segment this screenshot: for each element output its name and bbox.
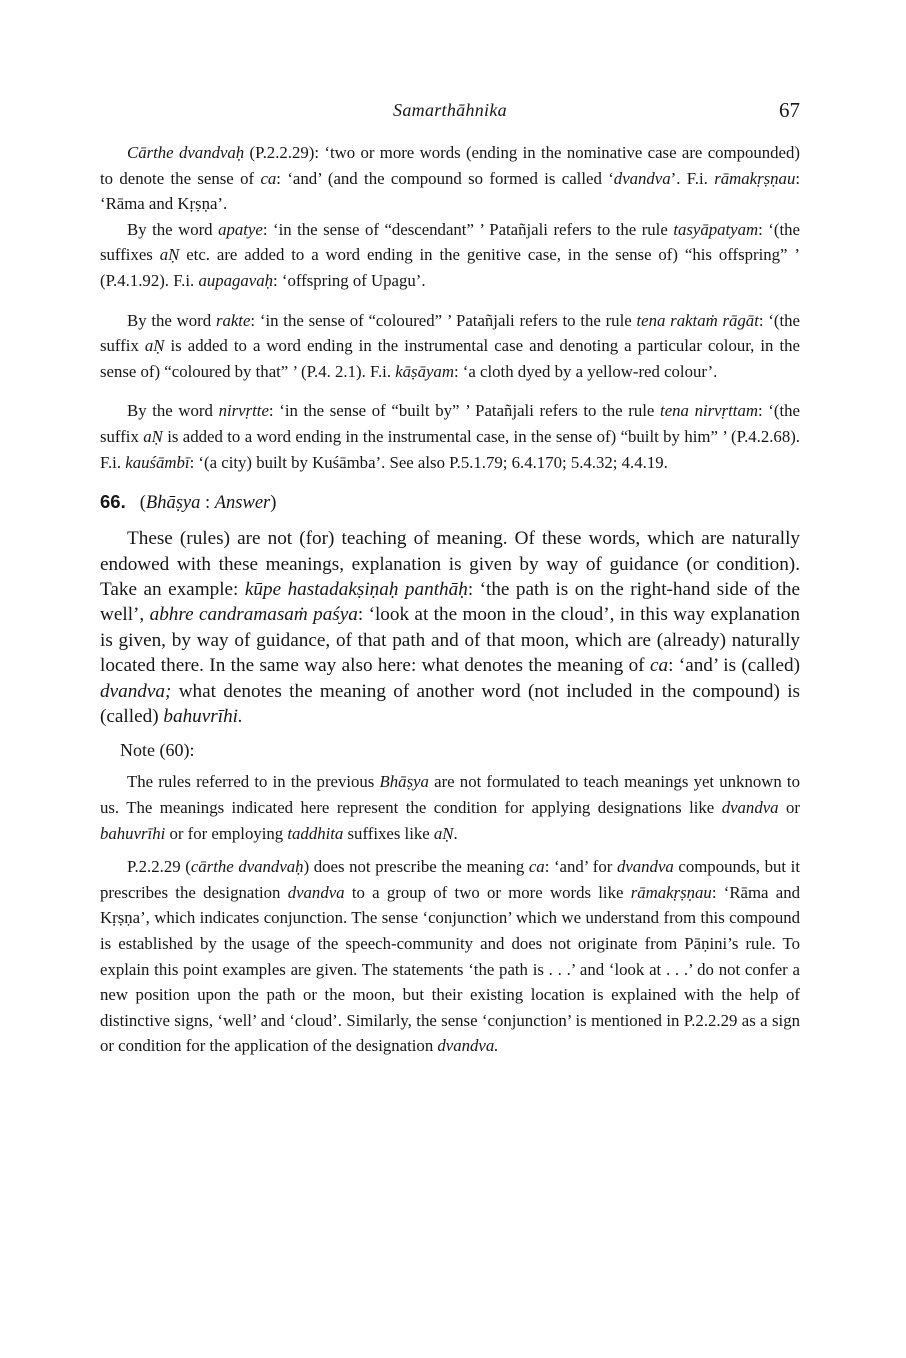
text: .: [453, 823, 458, 843]
page: [100, 96, 800, 1059]
running-head: Samarthāhnika: [393, 100, 507, 120]
text: By the word: [127, 310, 216, 330]
text: : ‘and’ is (called): [668, 655, 801, 677]
note-heading: Note (60):: [120, 740, 195, 761]
term: dvandva;: [100, 680, 172, 702]
term: tena nirvṛttam: [660, 401, 758, 421]
text: : ‘a cloth dyed by a yellow-red colour’.: [453, 361, 718, 381]
text: : ‘in the sense of “built by” ’ Patañjali refers to the rule: [268, 401, 661, 421]
term: aṆ: [143, 426, 163, 446]
term: dvandva: [287, 882, 345, 902]
text: is added to a word ending in the instrumental case, in the sense of) “built by him” ’ (P.4.2.68). F.i.: [100, 426, 801, 472]
term: bahuvrīhi.: [163, 705, 243, 727]
text: These (rules) are not (for) teaching of meaning. Of these words, which are naturally endowed with these meanings, explanation is given by way of guidance (or condition). Take an example:: [100, 528, 800, 600]
text: etc. are added to a word ending in the genitive case, in the sense of) “his offspring” ’ (P.4.1.92). F.i.: [100, 245, 800, 290]
text: are not formulated to teach meanings yet unknown to us. The meanings indicated here represent the condition for applying designations like: [100, 772, 800, 817]
term: kāṣāyam: [395, 361, 454, 381]
text: : ‘Rāma and Kṛṣṇa’.: [100, 168, 801, 214]
text: compounds, but it prescribes the designation: [100, 857, 800, 902]
text: : ‘in the sense of “coloured” ’ Patañjali refers to the rule: [250, 310, 637, 330]
term: rakte: [215, 310, 251, 330]
text: what denotes the meaning of another word (not included in the compound) is (called): [100, 680, 800, 727]
paragraph-carthe-dvandvah: [100, 140, 800, 217]
term: kauśāmbī: [125, 452, 190, 472]
paragraph-apatye: [100, 217, 800, 294]
term: Cārthe dvandvaḥ: [127, 143, 245, 162]
term: tena raktaṁ rāgāt: [636, 310, 759, 330]
paragraph-answer: [100, 526, 800, 729]
text: suffixes like: [343, 823, 434, 843]
term: Bhāṣya: [379, 772, 429, 792]
text: to a group of two or more words like: [344, 882, 631, 902]
term: kūpe hastadakṣiṇaḥ panthāḥ: [244, 578, 468, 600]
text: is added to a word ending in the instrumental case and denoting a particular colour, in the sense of) “coloured by that” ’ (P.4. 2.1). F.i.: [100, 336, 800, 381]
term: abhre candramasaṁ paśya: [149, 604, 358, 626]
text: (P.2.2.29): ‘two or more words (ending in the nominative case are compounded) to denote the sense of: [100, 143, 800, 188]
text: or: [778, 797, 800, 817]
term: aṆ: [433, 823, 454, 843]
term: ca: [649, 655, 669, 677]
text: : ‘in the sense of “descendant” ’ Patañjali refers to the rule: [262, 219, 674, 239]
text: By the word: [127, 219, 219, 239]
term: tasyāpatyam: [673, 219, 759, 239]
text: : ‘(the suffixes: [100, 219, 800, 265]
text: :: [200, 493, 215, 514]
text: : ‘(a city) built by Kuśāmba’. See also P.5.1.79; 6.4.170; 5.4.32; 4.4.19.: [189, 452, 668, 472]
page-number: 67: [779, 98, 800, 122]
paragraph-nirvrtte: [100, 398, 800, 475]
term: dvandva: [721, 797, 779, 817]
term: taddhita: [287, 823, 344, 843]
text: ): [270, 493, 277, 514]
term: apatye: [218, 219, 263, 239]
term: dvandva.: [437, 1036, 499, 1056]
term: dvandva: [613, 168, 671, 188]
term: cārthe dvandvaḥ: [190, 857, 304, 877]
text: ) does not prescribe the meaning: [303, 857, 529, 877]
text: or for employing: [165, 823, 288, 843]
text: : ‘(the suffix: [100, 401, 800, 446]
section-title-bhasya: Bhāṣya: [145, 493, 201, 514]
term: aṆ: [144, 336, 165, 356]
text: : ‘the path is on the right-hand side of the well’,: [100, 578, 800, 626]
text: (: [139, 493, 146, 514]
section-number: 66.: [100, 491, 126, 513]
text: ’. F.i.: [670, 168, 715, 188]
term: aupagavaḥ: [198, 270, 274, 290]
text: : ‘(the suffix: [100, 310, 800, 356]
section-heading: [100, 489, 800, 516]
text: The rules referred to in the previous: [127, 772, 380, 792]
paragraph-note-rules: [100, 769, 800, 846]
text: P.2.2.29 (: [127, 857, 191, 877]
term: ca: [528, 857, 545, 877]
page-header: [100, 96, 800, 130]
term: ca: [260, 168, 277, 188]
paragraph-note-p2229: [100, 854, 800, 1059]
text: : ‘Rāma and Kṛṣṇa’, which indicates conjunction. The sense ‘conjunction’ which we understand from this compound is established by the usage of the speech-community and does not originate from Pāṇini’s rule. To explain this point examples are given. The statements ‘the path is . . .’ and ‘look at . . .’ do not confer a new position upon the path or the moon, but their existing location is explained with the help of distinctive signs, ‘well’ and ‘cloud’. Similarly, the sense ‘conjunction’ is mentioned in P.2.2.29 as a sign or condition for the application of the designation: [100, 882, 800, 1056]
term: aṆ: [159, 245, 180, 265]
term: dvandva: [616, 857, 674, 877]
paragraph-rakte: [100, 308, 800, 385]
term: rāmakṛṣṇau: [630, 882, 712, 902]
text: By the word: [127, 401, 219, 421]
section-title-answer: Answer: [214, 493, 271, 514]
term: rāmakṛṣṇau: [714, 168, 796, 188]
text: : ‘and’ for: [544, 857, 617, 877]
term: bahuvrīhi: [100, 823, 166, 843]
text: : ‘offspring of Upagu’.: [273, 270, 426, 290]
term: nirvṛtte: [218, 401, 269, 421]
text: : ‘look at the moon in the cloud’, in this way explanation is given, by way of guidance, of that path and of that moon, which are (already) naturally located there. In the same way also here: what denotes the meaning of: [100, 604, 800, 677]
text: : ‘and’ (and the compound so formed is called ‘: [276, 168, 614, 188]
